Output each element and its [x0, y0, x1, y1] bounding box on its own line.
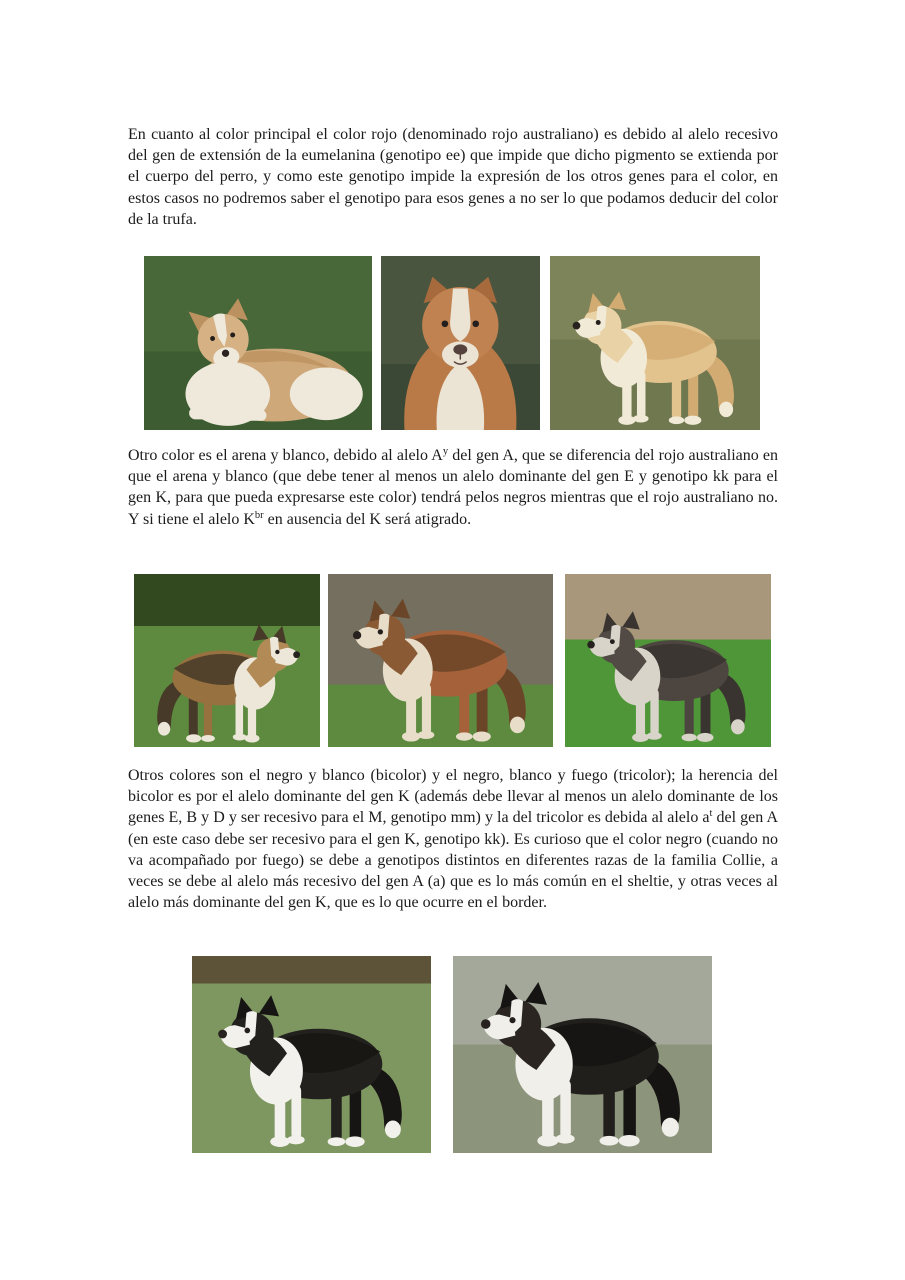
- photo-red-sable-dog-standing: [328, 574, 553, 747]
- photo-red-white-dog-portrait: [381, 256, 540, 430]
- photo-brindle-dog-standing: [565, 574, 771, 747]
- photo-sable-white-dog-standing: [134, 574, 320, 747]
- photo-black-white-dog-standing: [192, 956, 431, 1153]
- dog-standing-illustration: [554, 265, 756, 430]
- photo-red-white-dog-lying: [144, 256, 372, 430]
- dog-standing-illustration: [333, 583, 549, 747]
- dog-standing-illustration: [569, 583, 767, 747]
- photo-sand-white-dog-standing: [550, 256, 760, 430]
- dog-standing-illustration: [458, 966, 707, 1153]
- dog-portrait-illustration: [384, 265, 537, 430]
- paragraph-rojo-australiano: En cuanto al color principal el color rojo (denominado rojo australiano) es debido al alelo recesivo del gen de extensión de la eumelanina (genotipo ee) que impide que dicho pigmento se extienda por el cuerpo del perro, y como este genotipo impide la expresión de los otros genes para el color, en estos casos no podremos saber el genotipo para esos genes a no ser lo que podamos deducir del color de la trufa.: [128, 126, 778, 228]
- paragraph-arena-y-blanco: Otro color es el arena y blanco, debido al alelo $A^y$ del gen A, que se diferencia del rojo australiano en que el arena y blanco (que debe tener al menos un alelo dominante del gen E y genotipo kk para el gen K, para que pueda expresarse este color) tendrá pelos negros mientras que el rojo australiano no. Y si tiene el alelo $K^{br}$ en ausencia del K será atigrado.: [128, 446, 778, 528]
- dog-standing-illustration: [197, 966, 426, 1153]
- dog-standing-illustration: [138, 583, 317, 747]
- dog-lying-illustration: [149, 265, 368, 430]
- photo-tricolor-dog-standing: [453, 956, 712, 1153]
- paragraph-bicolor-tricolor: Otros colores son el negro y blanco (bicolor) y el negro, blanco y fuego (tricolor); la herencia del bicolor es por el alelo dominante del gen K (además debe llevar al menos un alelo dominante de los genes E, B y D y ser recesivo para el M, genotipo mm) y la del tricolor es debida al alelo $a^t$ del gen A (en este caso debe ser recesivo para el gen K, genotipo kk). Es curioso que el color negro (cuando no va acompañado por fuego) se debe a genotipos distintos en diferentes razas de la familia Collie, a veces se debe al alelo más recesivo del gen A (a) que es lo más común en el sheltie, y otras veces al alelo más dominante del gen K, que es lo que ocurre en el border.: [128, 767, 779, 912]
